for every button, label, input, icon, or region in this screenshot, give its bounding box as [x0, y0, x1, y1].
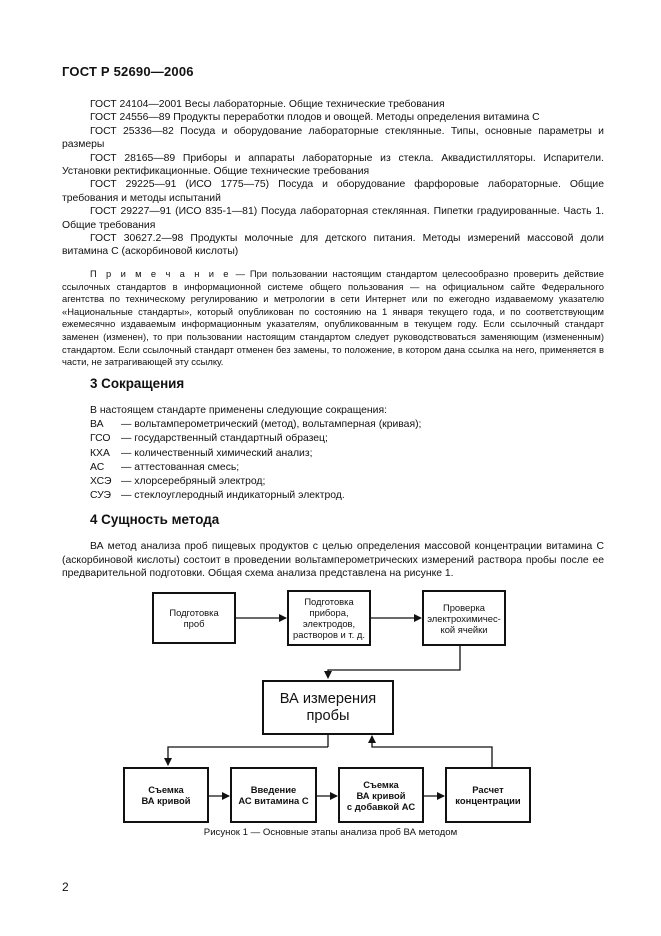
abbreviation-text: — аттестованная смесь; [121, 461, 240, 473]
box-curve-recording: Съемка ВА кривой [123, 767, 209, 823]
reference-item: ГОСТ 30627.2—98 Продукты молочные для детского питания. Методы измерений массовой доли витамина С (аскорбиновой кислоты) [62, 233, 604, 258]
section-4-title: 4 Сущность метода [90, 512, 220, 527]
page-number: 2 [62, 880, 69, 894]
document-header: ГОСТ Р 52690—2006 [62, 64, 194, 79]
abbreviation-code: ВА [90, 419, 104, 431]
arrow-rail-to-curve [168, 747, 328, 765]
abbreviation-code: АС [90, 461, 105, 473]
note-label: П р и м е ч а н и е [90, 268, 231, 279]
box-cell-check: Проверка электрохимичес- кой ячейки [422, 590, 506, 646]
reference-item: ГОСТ 29225—91 (ИСО 1775—75) Посуда и оборудование фарфоровые лабораторные. Общие требования и методы испытаний [62, 179, 604, 204]
box-standard-addition: Введение АС витамина С [230, 767, 317, 823]
figure-caption: Рисунок 1 — Основные этапы анализа проб ВА методом [203, 827, 458, 838]
reference-item: ГОСТ 25336—82 Посуда и оборудование лабораторные стеклянные. Типы, основные параметры и размеры [62, 125, 604, 151]
section-4-paragraph: ВА метод анализа проб пищевых продуктов с целью определения массовой концентрации витамина С (аскорбиновой кислоты) состоит в проведении вольтамперометрических измерений раствора пробы после ее предварительной подготовки. Общая схема анализа представлена на рисунке 1. [62, 541, 604, 580]
box-curve-with-addition: Съемка ВА кривой с добавкой АС [338, 767, 424, 823]
abbreviation-code: ХСЭ [90, 476, 112, 488]
box-concentration-calculation: Расчет концентрации [445, 767, 531, 823]
abbreviation-text: — вольтамперометрический (метод), вольтамперная (кривая); [121, 419, 422, 431]
abbreviations-intro: В настоящем стандарте применены следующие сокращения: [90, 405, 387, 416]
box-device-preparation: Подготовка прибора, электродов, растворов и т. д. [287, 590, 371, 646]
abbreviation-text: — государственный стандартный образец; [121, 433, 328, 445]
abbreviation-code: СУЭ [90, 490, 111, 502]
reference-item: ГОСТ 28165—89 Приборы и аппараты лабораторные из стекла. Аквадистилляторы. Испарители. Установки ректификационные. Общие технические требования [62, 152, 604, 178]
note-text: — При пользовании настоящим стандартом целесообразно проверить действие ссылочных стандартов в информационной системе общего пользования — на официальном сайте Федерального агентства по техническому регулированию и метрологии в сети Интернет или по ежегодно издаваемому указателю «Национальные стандарты», который опубликован по состоянию на 1 января текущего года, и по соответствующим ежемесячно издаваемым информационным указателям, опубликованным в текущем году. Если ссылочный стандарт заменен (изменен), то при пользовании настоящим стандартом следует руководствоваться заменяющим (измененным) стандартом. Если ссылочный стандарт отменен без замены, то положение, в котором дана ссылка на него, применяется в части, не затрагивающей эту ссылку. [62, 268, 604, 368]
abbreviation-text: — стеклоуглеродный индикаторный электрод. [121, 490, 345, 502]
abbreviation-text: — хлорсеребряный электрод; [121, 476, 266, 488]
reference-item: ГОСТ 24556—89 Продукты переработки плодов и овощей. Методы определения витамина С [90, 112, 540, 124]
arrow-cell-to-measurement [328, 645, 460, 678]
section-3-title: 3 Сокращения [90, 376, 185, 391]
box-va-measurement: ВА измерения пробы [262, 680, 394, 735]
abbreviation-code: КХА [90, 447, 110, 459]
abbreviation-code: ГСО [90, 433, 111, 445]
reference-item: ГОСТ 24104—2001 Весы лабораторные. Общие технические требования [90, 99, 445, 110]
reference-item: ГОСТ 29227—91 (ИСО 835-1—81) Посуда лабораторная стеклянная. Пипетки градуированные. Часть 1. Общие требования [62, 206, 604, 231]
abbreviation-text: — количественный химический анализ; [121, 447, 313, 459]
arrow-calculation-loop [372, 736, 492, 767]
box-sample-preparation: Подготовка проб [152, 592, 236, 644]
